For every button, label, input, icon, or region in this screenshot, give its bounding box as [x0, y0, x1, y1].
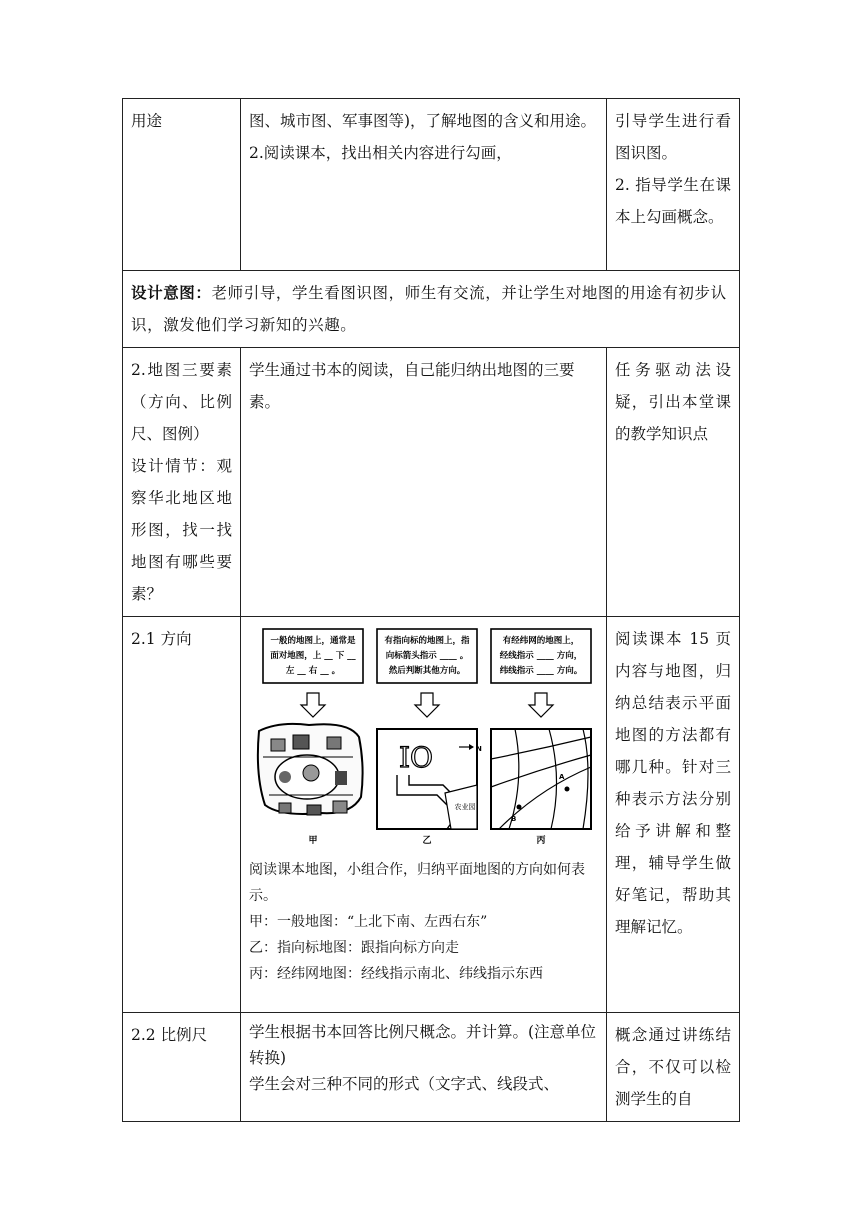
- cell-teacher-activity: [607, 617, 740, 1013]
- intent-text: 老师引导，学生看图识图，师生有交流，并让学生对地图的用途有初步认识，激发他们学习新知的兴趣。: [131, 284, 727, 334]
- map-label: 丙: [536, 836, 546, 846]
- compass-map-box: [377, 629, 477, 683]
- box-line: 左 __ 右 __ 。: [285, 666, 341, 676]
- point-a-label: A: [559, 773, 565, 781]
- activity-line: 阅读课本地图，小组合作，归纳平面地图的方向如何表示。: [249, 862, 585, 904]
- cell-topic: [123, 99, 241, 271]
- topic-text: 用途: [131, 112, 163, 130]
- cell-design-intent: [123, 271, 740, 348]
- point-b-label: B: [511, 815, 517, 823]
- teacher-line: 2. 指导学生在课本上勾画概念。: [615, 176, 731, 226]
- cell-student-activity: [241, 348, 607, 617]
- table-row: [123, 99, 740, 271]
- graticule-map-box: [491, 629, 591, 683]
- activity-line: 2.阅读课本，找出相关内容进行勾画，: [249, 144, 512, 162]
- graticule-map-illustration: [491, 729, 591, 846]
- map2-building-text: IO: [399, 741, 434, 774]
- teacher-line: 引导学生进行看图识图。: [615, 112, 731, 162]
- teacher-text: 阅读课本 15 页内容与地图，归纳总结表示平面地图的方法都有哪几种。针对三种表示方法分别给予讲解和整理，辅导学生做好笔记，帮助其理解记忆。: [615, 630, 731, 936]
- map-label: 甲: [308, 836, 318, 846]
- cell-student-activity: [241, 99, 607, 271]
- cell-student-activity: [241, 617, 607, 1013]
- activity-line: 学生根据书本回答比例尺概念。并计算。(注意单位转换): [249, 1023, 597, 1067]
- farm-label: 农业园: [454, 803, 476, 811]
- cell-topic: [123, 348, 241, 617]
- teacher-text: 概念通过讲练结合，不仅可以检测学生的自: [615, 1026, 731, 1108]
- design-scenario: 设计情节：观察华北地区地形图，找一找地图有哪些要素？: [131, 457, 232, 603]
- cell-teacher-activity: [607, 348, 740, 617]
- topic-text: 2.1 方向: [131, 630, 192, 648]
- map-label: 乙: [422, 836, 432, 846]
- box-line: 然后判断其他方向。: [388, 666, 466, 676]
- box-line: 有指向标的地图上，指: [384, 636, 470, 646]
- activity-line: 丙：经纬网地图：经线指示南北、纬线指示东西: [249, 966, 543, 982]
- table-row: [123, 1013, 740, 1122]
- topic-text: 2.2 比例尺: [131, 1026, 208, 1044]
- box-line: 面对地图，上 __ 下 __: [270, 651, 356, 661]
- box-line: 一般的地图上，通常是: [270, 636, 356, 646]
- lesson-plan-table: [122, 98, 740, 1122]
- box-line: 纬线指示 ____ 方向。: [499, 666, 583, 676]
- table-row: [123, 271, 740, 348]
- arrow-down-icon: [301, 693, 553, 717]
- table-row: [123, 348, 740, 617]
- cell-topic: [123, 617, 241, 1013]
- general-map-box: [263, 629, 363, 683]
- direction-figure: [249, 627, 599, 851]
- teacher-text: 任务驱动法设疑，引出本堂课的教学知识点: [615, 361, 731, 443]
- box-line: 经线指示 ____ 方向，: [499, 651, 583, 661]
- cell-topic: [123, 1013, 241, 1122]
- activity-line: 图、城市图、军事图等)，了解地图的含义和用途。: [249, 112, 597, 130]
- intent-label: 设计意图：: [131, 283, 212, 302]
- table-row: [123, 617, 740, 1013]
- general-map-illustration: [258, 724, 363, 846]
- box-line: 有经纬网的地图上，: [502, 636, 580, 646]
- north-arrow-label: N: [476, 745, 482, 753]
- topic-text: 2.地图三要素（方向、比例尺、图例）: [131, 361, 232, 443]
- cell-teacher-activity: [607, 99, 740, 271]
- box-line: 向标箭头指示 ____ 。: [385, 651, 469, 661]
- activity-line: 学生会对三种不同的形式（文字式、线段式、: [249, 1075, 560, 1093]
- activity-line: 甲：一般地图：“上北下南、左西右东”: [249, 914, 488, 930]
- cell-student-activity: [241, 1013, 607, 1122]
- compass-map-illustration: [377, 729, 482, 846]
- activity-text: 学生通过书本的阅读，自己能归纳出地图的三要素。: [249, 361, 575, 411]
- activity-line: 乙：指向标地图：跟指向标方向走: [249, 940, 459, 956]
- cell-teacher-activity: [607, 1013, 740, 1122]
